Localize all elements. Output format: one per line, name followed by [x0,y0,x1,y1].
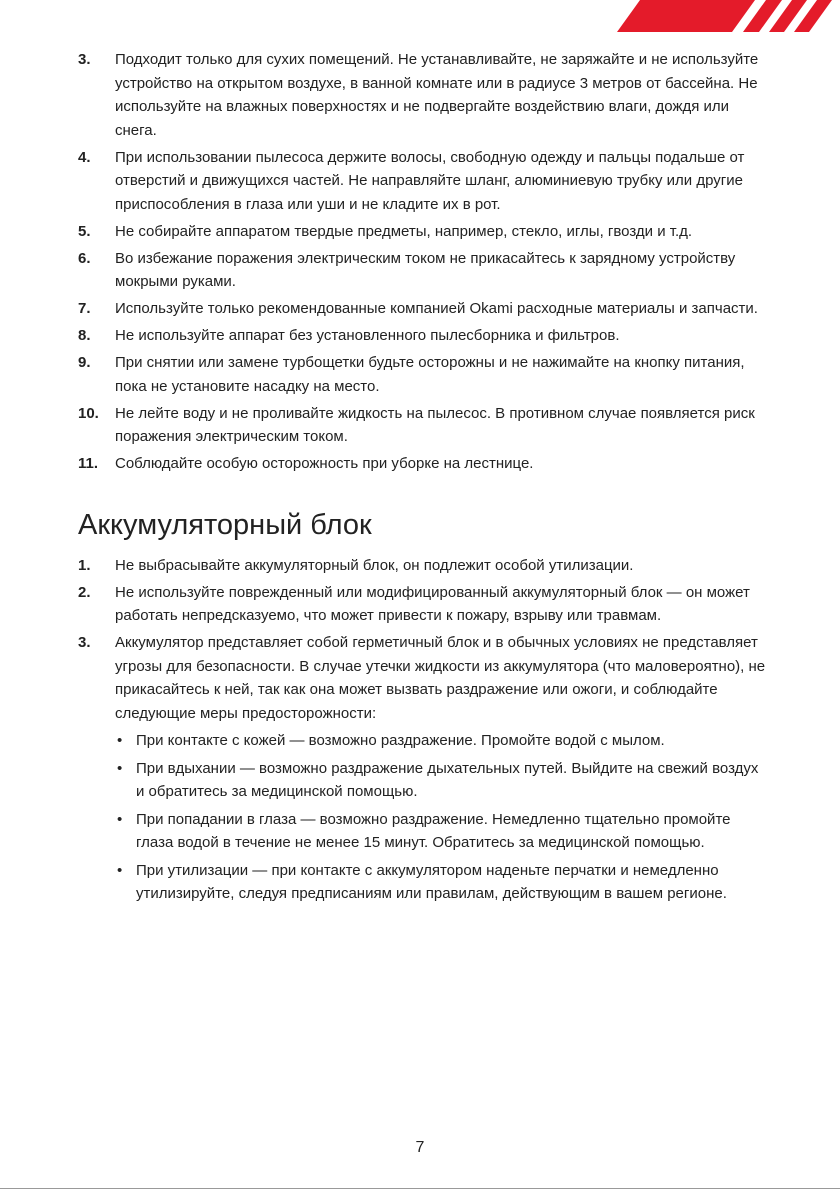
bullet-item [115,757,768,804]
battery-instructions-list [78,554,768,906]
item-text: Аккумулятор представляет собой герметичный блок и в обычных условиях не представляет угрозы для безопасности. В случае утечки жидкости из аккумулятора (что маловероятно), не прикасайтесь к ней, так как она может вызвать раздражение или ожоги, и соблюдайте следующие меры предосторожности: [115,634,766,722]
list-item [78,554,768,578]
list-item [78,452,768,476]
item-number: 1. [78,556,91,574]
item-number: 4. [78,148,91,166]
item-text: Не выбрасывайте аккумуляторный блок, он подлежит особой утилизации. [115,556,634,574]
list-item [78,220,768,244]
list-item [78,247,768,294]
item-text: Во избежание поражения электрическим током не прикасайтесь к зарядному устройству мокрыми руками. [115,249,736,290]
item-number: 3. [78,634,91,651]
list-item [78,402,768,449]
item-text: Подходит только для сухих помещений. Не устанавливайте, не заряжайте и не используйте устройство на открытом воздухе, в ванной комнате или в радиусе 3 метров от бассейна. Не используйте на влажных поверхностях и не подвергайте воздействию влаги, дождя или снега. [115,51,759,139]
item-number: 8. [78,327,91,344]
page-number: 7 [415,1139,425,1156]
list-item [78,581,768,628]
list-item [78,631,768,906]
brand-stripes-decoration [480,0,840,40]
bullet-icon: • [117,759,123,777]
item-number: 7. [78,300,91,317]
list-item [78,48,768,142]
page-bottom-divider [0,1188,840,1189]
list-item [78,297,768,321]
safety-instructions-list [78,48,768,476]
list-item [78,324,768,348]
bullet-icon: • [117,810,123,828]
list-item [78,351,768,398]
bullet-item [115,859,768,906]
item-text: При использовании пылесоса держите волосы, свободную одежду и пальцы подальше от отверстий и движущихся частей. Не направляйте шланг, алюминиевую трубку или другие приспособления в глаза или уши и не кладите их в рот. [115,148,745,213]
item-number: 6. [78,249,91,267]
item-number: 5. [78,222,91,240]
list-item [78,146,768,217]
bullet-text: При утилизации — при контакте с аккумулятором наденьте перчатки и немедленно утилизируйте, следуя предписаниям или правилам, действующим в вашем регионе. [136,861,727,902]
item-number: 10. [78,404,99,422]
bullet-text: При попадании в глаза — возможно раздражение. Немедленно тщательно промойте глаза водой в течение не менее 15 минут. Обратитесь за медицинской помощью. [136,810,731,851]
bullet-text: При вдыхании — возможно раздражение дыхательных путей. Выйдите на свежий воздух и обратитесь за медицинской помощью. [136,759,759,800]
item-text: Не используйте поврежденный или модифицированный аккумуляторный блок — он может работать непредсказуемо, что может привести к пожару, взрыву или травмам. [115,583,750,624]
item-text: Не лейте воду и не проливайте жидкость на пылесос. В противном случае появляется риск поражения электрическим током. [115,404,755,445]
item-text: Соблюдайте особую осторожность при уборке на лестнице. [115,455,534,472]
item-text: При снятии или замене турбощетки будьте осторожны и не нажимайте на кнопку питания, пока не установите насадку на место. [115,354,745,395]
bullet-icon: • [117,861,123,879]
section-title: Аккумуляторный блок [78,508,372,541]
document-body [78,48,768,910]
bullet-icon: • [117,732,123,749]
item-number: 3. [78,51,91,68]
bullet-text: При контакте с кожей — возможно раздражение. Промойте водой с мылом. [136,732,665,749]
item-number: 2. [78,583,91,601]
item-text: Используйте только рекомендованные компанией Okami расходные материалы и запчасти. [115,300,758,317]
precautions-bullet-list [115,729,768,906]
brand-stripe-main [617,0,755,32]
bullet-item [115,729,768,753]
bullet-item [115,808,768,855]
item-number: 11. [78,455,99,472]
item-text: Не используйте аппарат без установленного пылесборника и фильтров. [115,327,620,344]
item-text: Не собирайте аппаратом твердые предметы, например, стекло, иглы, гвозди и т.д. [115,222,693,240]
item-number: 9. [78,354,91,371]
